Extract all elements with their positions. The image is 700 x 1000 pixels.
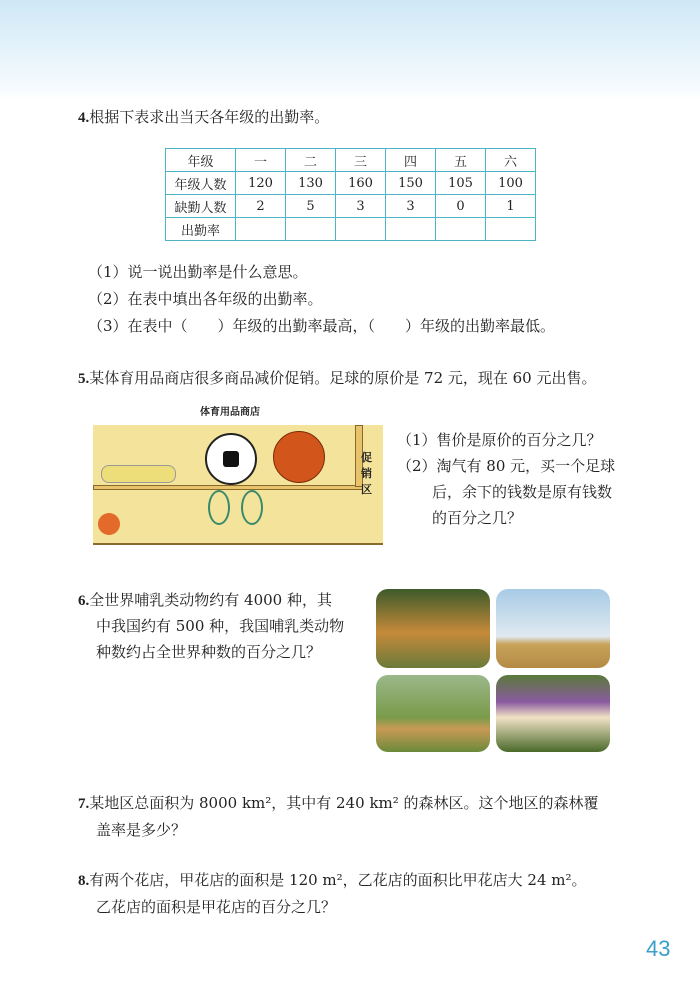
puppy-photo xyxy=(496,675,610,752)
table-cell: 160 xyxy=(336,172,386,195)
table-cell: 年级 xyxy=(166,149,236,172)
table-cell: 3 xyxy=(336,195,386,218)
table-cell xyxy=(286,218,336,241)
table-cell: 100 xyxy=(486,172,536,195)
table-cell: 六 xyxy=(486,149,536,172)
gazelle-photo xyxy=(376,675,490,752)
table-cell xyxy=(236,218,286,241)
question-4: 4.根据下表求出当天各年级的出勤率。 xyxy=(78,108,330,126)
question-5: 5.某体育用品商店很多商品减价促销。足球的原价是 72 元，现在 60 元出售。 xyxy=(78,369,597,387)
racket-icon xyxy=(241,490,263,525)
table-row xyxy=(166,172,536,195)
q4-sub-2: （2）在表中填出各年级的出勤率。 xyxy=(88,290,323,308)
promo-sign: 促销区 xyxy=(361,451,372,496)
table-cell: 五 xyxy=(436,149,486,172)
table-cell: 120 xyxy=(236,172,286,195)
table-cell: 1 xyxy=(486,195,536,218)
page-number: 43 xyxy=(646,936,671,961)
q5-sub-2-cont: 后，余下的钱数是原有钱数 xyxy=(432,483,613,501)
q5-sub-2-cont2: 的百分之几？ xyxy=(432,509,523,527)
table-cell: 二 xyxy=(286,149,336,172)
table-cell: 年级人数 xyxy=(166,172,236,195)
table-cell: 105 xyxy=(436,172,486,195)
table-cell xyxy=(486,218,536,241)
table-cell: 2 xyxy=(236,195,286,218)
table-cell: 0 xyxy=(436,195,486,218)
zebra-photo xyxy=(496,589,610,668)
q4-sub-1: （1）说一说出勤率是什么意思。 xyxy=(88,263,308,281)
tiger-photo xyxy=(376,589,490,668)
attendance-table xyxy=(165,148,536,241)
table-cell: 缺勤人数 xyxy=(166,195,236,218)
table-cell xyxy=(336,218,386,241)
basketball-icon xyxy=(273,431,325,483)
sports-shop-illustration xyxy=(93,425,383,545)
table-row xyxy=(166,149,536,172)
soccer-ball-icon xyxy=(205,433,257,485)
question-6-line-3: 种数约占全世界种数的百分之几？ xyxy=(96,643,322,661)
page-header-band xyxy=(0,0,700,100)
question-6: 6.全世界哺乳类动物约有 4000 种，其 xyxy=(78,591,332,609)
shop-title: 体育用品商店 xyxy=(200,407,260,418)
question-8-line-2: 乙花店的面积是甲花店的百分之几？ xyxy=(96,898,337,916)
table-cell: 150 xyxy=(386,172,436,195)
question-7-line-2: 盖率是多少？ xyxy=(96,821,187,839)
table-cell xyxy=(436,218,486,241)
table-cell: 四 xyxy=(386,149,436,172)
table-cell: 3 xyxy=(386,195,436,218)
q4-sub-3: （3）在表中（ ）年级的出勤率最高，（ ）年级的出勤率最低。 xyxy=(88,317,556,335)
table-cell: 5 xyxy=(286,195,336,218)
q5-sub-2: （2）淘气有 80 元，买一个足球 xyxy=(397,457,616,475)
table-cell: 一 xyxy=(236,149,286,172)
table-row xyxy=(166,195,536,218)
paddle-icon xyxy=(98,513,120,535)
table-row xyxy=(166,218,536,241)
question-7: 7.某地区总面积为 8000 km²，其中有 240 km² 的森林区。这个地区的森林覆 xyxy=(78,794,599,812)
table-cell: 出勤率 xyxy=(166,218,236,241)
dumbbell-icon xyxy=(101,465,176,483)
racket-icon xyxy=(208,490,230,525)
table-cell: 130 xyxy=(286,172,336,195)
question-8: 8.有两个花店，甲花店的面积是 120 m²，乙花店的面积比甲花店大 24 m²。 xyxy=(78,871,587,889)
table-cell: 三 xyxy=(336,149,386,172)
table-cell xyxy=(386,218,436,241)
q5-sub-1: （1）售价是原价的百分之几？ xyxy=(397,431,602,449)
question-6-line-2: 中我国约有 500 种，我国哺乳类动物 xyxy=(96,617,345,635)
